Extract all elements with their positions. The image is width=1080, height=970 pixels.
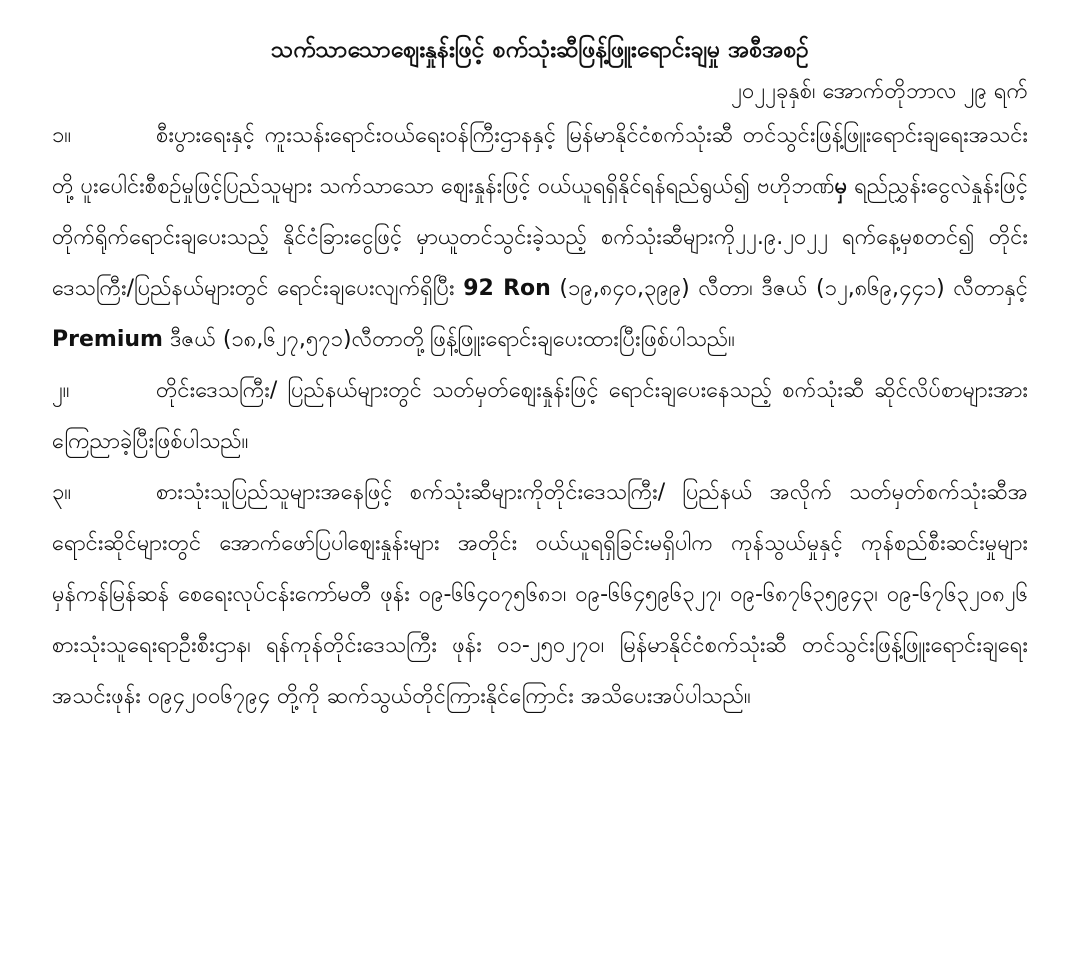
bold-text: မှ — [834, 174, 848, 199]
document-date: ၂၀၂၂ခုနှစ်၊ အောက်တိုဘာလ ၂၉ ရက် — [731, 79, 1028, 104]
paragraph-number: ၁။ — [52, 123, 72, 148]
paragraph-3 — [52, 467, 1028, 722]
paragraph-1 — [52, 110, 1028, 365]
document-page — [52, 32, 1028, 722]
paragraph-text: ရည်ညွှန်းငွေလဲနှုန်းဖြင့် တိုက်ရိုက်ရောင်းချပေးသည့် နိုင်ငံခြားငွေဖြင့် မှာယူတင်သွင်းခဲ့သည့် စက်သုံးဆီများကို၂၂.၉.၂၀၂၂ ရက်နေ့မှစတင်၍ တိုင်းဒေသကြီး/ပြည်နယ်များတွင် ရောင်းချပေးလျက်ရှိပြီး — [52, 174, 1029, 301]
paragraph-text: (၁၉,၈၄၀,၃၉၉) လီတာ၊ ဒီဇယ် (၁၂,၈၆၉,၄၄၁) လီတာနှင့် — [550, 276, 1029, 301]
paragraph-text: စားသုံးသူပြည်သူများအနေဖြင့် စက်သုံးဆီများကိုတိုင်းဒေသကြီး/ ပြည်နယ် အလိုက် သတ်မှတ်စက်သုံးဆီအရောင်းဆိုင်များတွင် အောက်ဖော်ပြပါဈေးနှုန်းများ အတိုင်း ဝယ်ယူရရှိခြင်းမရှိပါက ကုန်သွယ်မှုနှင့် ကုန်စည်စီးဆင်းမှုများမှန်ကန်မြန်ဆန် စေရေးလုပ်ငန်းကော်မတီ ဖုန်း ၀၉-၆၆၄၀၇၅၆၈၁၊ ၀၉-၆၆၄၅၉၆၃၂၇၊ ၀၉-၆၈၇၆၃၅၉၄၃၊ ၀၉-၆၇၆၃၂၀၈၂၆ စားသုံးသူရေးရာဦးစီးဌာန၊ ရန်ကုန်တိုင်းဒေသကြီး ဖုန်း ၀၁-၂၅၀၂၇၀၊ မြန်မာနိုင်ငံစက်သုံးဆီ တင်သွင်းဖြန့်ဖြူးရောင်းချရေး အသင်းဖုန်း ၀၉၄၂၀၀၆၇၉၄ တို့ကို ဆက်သွယ်တိုင်ကြားနိုင်ကြောင်း အသိပေးအပ်ပါသည်။ — [52, 480, 1028, 709]
paragraph-number: ၂။ — [52, 378, 70, 403]
fuel-grade-92-ron: 92 Ron — [463, 276, 551, 301]
paragraph-number: ၃။ — [52, 480, 72, 505]
fuel-grade-premium: Premium — [52, 327, 163, 352]
document-title: သက်သာသောဈေးနှုန်းဖြင့် စက်သုံးဆီဖြန့်ဖြူးရောင်းချမှု အစီအစဉ် — [270, 37, 810, 63]
paragraph-2 — [52, 365, 1028, 467]
paragraph-text: ဒီဇယ် (၁၈,၆၂၇,၅၇၁)လီတာတို့ဖြန့်ဖြူးရောင်းချပေးထားပြီးဖြစ်ပါသည်။ — [162, 327, 735, 352]
paragraph-text: စီးပွားရေးနှင့် ကူးသန်းရောင်းဝယ်ရေးဝန်ကြီးဌာနနှင့် မြန်မာနိုင်ငံစက်သုံးဆီ တင်သွင်းဖြန့်ဖြူးရောင်းချရေးအသင်းတို့ ပူးပေါင်းစီစဉ်မှုဖြင့်ပြည်သူများ သက်သာသော ဈေးနှုန်းဖြင့် ဝယ်ယူရရှိနိုင်ရန်ရည်ရွယ်၍ ဗဟိုဘဏ် — [52, 123, 1028, 199]
paragraph-text: တိုင်းဒေသကြီး/ ပြည်နယ်များတွင် သတ်မှတ်ဈေးနှုန်းဖြင့် ရောင်းချပေးနေသည့် စက်သုံးဆီ ဆိုင်လိပ်စာများအား ကြေညာခဲ့ပြီးဖြစ်ပါသည်။ — [52, 378, 1028, 454]
